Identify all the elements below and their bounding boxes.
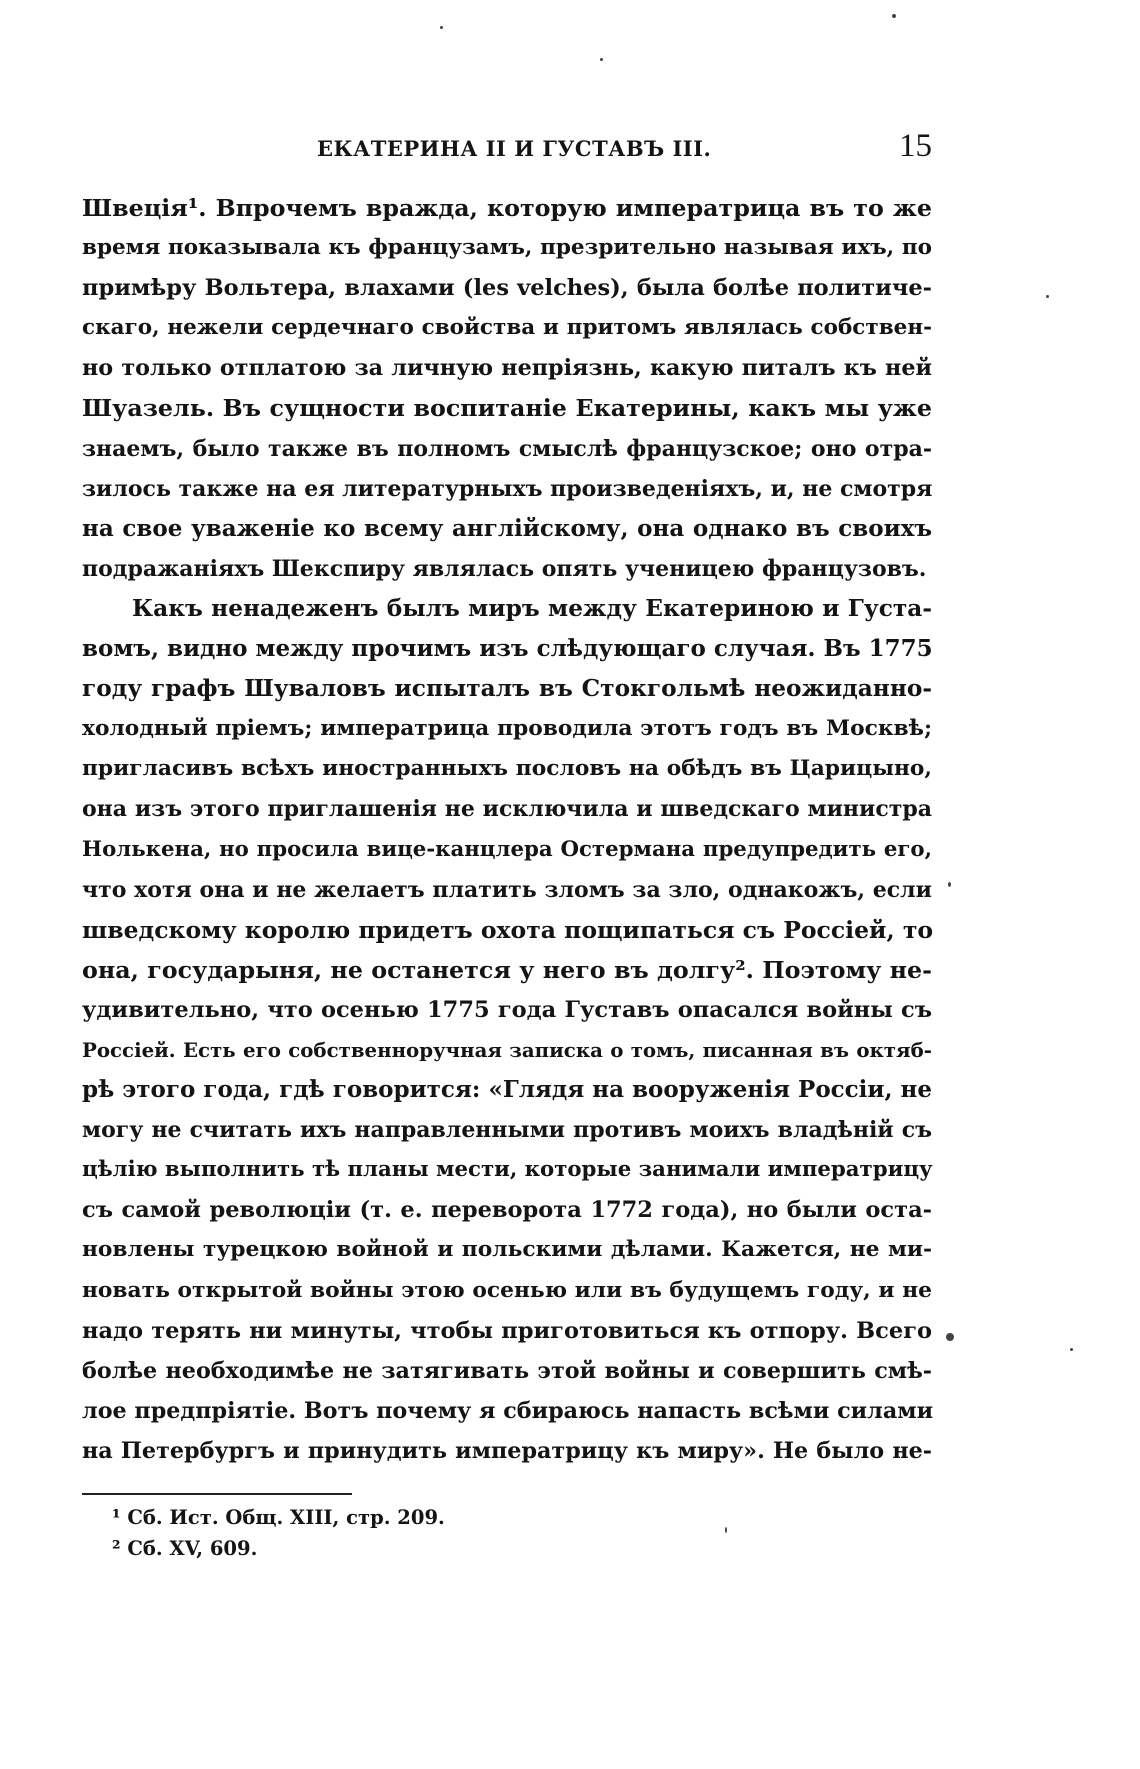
text-line: новлены турецкою войной и польскими дѣлами. Кажется, не ми- (82, 1237, 932, 1263)
text-line: вомъ, видно между прочимъ изъ слѣдующаго случая. Въ 1775 (82, 635, 933, 663)
footnote-1: ¹ Сб. Ист. Общ. XIII, стр. 209. (112, 1506, 445, 1529)
text-line: году графъ Шуваловъ испыталъ въ Стокгольмѣ неожиданно- (82, 675, 932, 703)
text-line: шведскому королю придетъ охота пощипаться съ Россіей, то (82, 915, 934, 944)
text-line: пригласивъ всѣхъ иностранныхъ пословъ на обѣдъ въ Царицыно, (82, 756, 932, 782)
page-header (82, 128, 932, 168)
text-line: Нолькена, но просила вице-канцлера Остермана предупредить его, (82, 836, 932, 862)
text-line: рѣ этого года, гдѣ говорится: «Глядя на вооруженія Россіи, не (82, 1076, 932, 1104)
footnote-2: ² Сб. XV, 609. (112, 1537, 258, 1560)
text-line: примѣру Вольтера, влахами (les velches), была болѣе политиче- (82, 275, 932, 302)
text-line: Россіей. Есть его собственноручная записка о томъ, писанная въ октяб- (82, 1037, 932, 1062)
scan-speck (440, 26, 443, 29)
scan-speck (946, 1333, 954, 1341)
text-line: она, государыня, не останется у него въ долгу². Поэтому не- (82, 955, 932, 984)
text-line: новать открытой войны этою осенью или въ будущемъ году, и не (82, 1277, 932, 1303)
scan-speck (1046, 295, 1049, 298)
page-number: 15 (899, 128, 932, 164)
text-line: холодный пріемъ; императрица проводила этотъ годъ въ Москвѣ; (82, 716, 932, 742)
text-line: на свое уваженіе ко всему англійскому, она однако въ своихъ (82, 514, 932, 542)
text-line: Швеція¹. Впрочемъ вражда, которую императрица въ то же (82, 194, 932, 222)
text-line: зилось также на ея литературныхъ произведеніяхъ, и, не смотря (82, 475, 933, 502)
text-line: болѣе необходимѣе не затягивать этой войны и совершить смѣ- (82, 1357, 932, 1384)
text-line: подражаніяхъ Шекспиру являлась опять ученицею французовъ. (82, 555, 927, 582)
running-title: ЕКАТЕРИНА II И ГУСТАВЪ III. (317, 136, 712, 161)
scan-speck (1070, 1348, 1073, 1351)
scan-speck (892, 14, 896, 18)
footnotes (112, 1502, 812, 1564)
text-line: скаго, нежели сердечнаго свойства и притомъ являлась собствен- (82, 315, 932, 341)
text-line: что хотя она и не желаетъ платить зломъ за зло, однакожъ, если (82, 876, 932, 903)
text-line: съ самой революціи (т. е. переворота 1772 года), но были оста- (82, 1197, 932, 1224)
body-text (82, 188, 932, 1471)
text-line: цѣлію выполнить тѣ планы мести, которые занимали императрицу (82, 1157, 933, 1183)
footnote-divider (82, 1493, 352, 1495)
text-line: но только отплатою за личную непріязнь, какую питалъ къ ней (82, 355, 932, 382)
text-line: надо терять ни минуты, чтобы приготовиться къ отпору. Всего (82, 1317, 932, 1344)
text-line: время показывала къ французамъ, презрительно называя ихъ, по (82, 235, 932, 261)
scan-speck (600, 58, 603, 61)
text-line: лое предпріятіе. Вотъ почему я сбираюсь напасть всѣми силами (82, 1397, 934, 1424)
text-line: удивительно, что осенью 1775 года Густавъ опасался войны съ (82, 996, 932, 1023)
text-line: могу не считать ихъ направленными противъ моихъ владѣній съ (82, 1117, 932, 1144)
paragraph-start-line: Какъ ненадеженъ былъ миръ между Екатериною и Густа- (132, 594, 932, 622)
text-line: она изъ этого приглашенія не исключила и шведскаго министра (82, 796, 932, 823)
text-line: на Петербургъ и принудить императрицу къ миру». Не было не- (82, 1437, 932, 1464)
text-line: Шуазель. Въ сущности воспитаніе Екатерины, какъ мы уже (82, 394, 932, 423)
scan-speck (948, 882, 951, 887)
text-line: знаемъ, было также въ полномъ смыслѣ французское; оно отра- (82, 435, 932, 462)
